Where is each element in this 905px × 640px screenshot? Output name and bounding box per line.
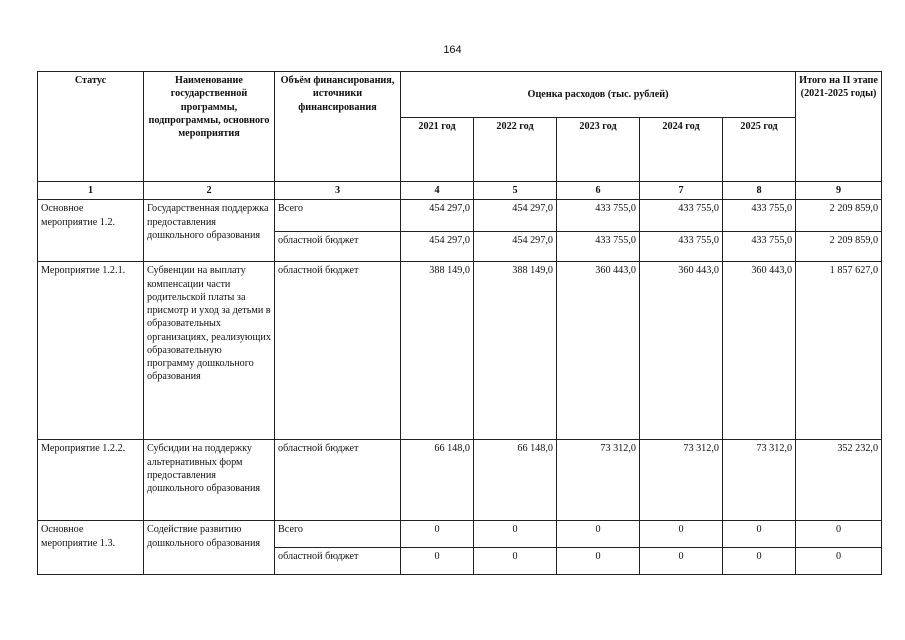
value-cell: 360 443,0 xyxy=(723,262,796,440)
column-number: 9 xyxy=(796,182,882,200)
status-cell: Мероприятие 1.2.1. xyxy=(38,262,144,440)
name-cell: Государственная поддержка предоставления дошкольного образования xyxy=(144,200,275,262)
status-cell: Основное мероприятие 1.3. xyxy=(38,521,144,575)
header-year: 2023 год xyxy=(557,118,640,182)
source-cell: Всего xyxy=(275,200,401,232)
value-cell: 360 443,0 xyxy=(640,262,723,440)
total-cell: 2 209 859,0 xyxy=(796,200,882,232)
value-cell: 73 312,0 xyxy=(640,440,723,521)
value-cell: 0 xyxy=(474,521,557,548)
column-number: 6 xyxy=(557,182,640,200)
total-cell: 352 232,0 xyxy=(796,440,882,521)
column-number: 7 xyxy=(640,182,723,200)
value-cell: 454 297,0 xyxy=(401,232,474,262)
value-cell: 0 xyxy=(474,548,557,575)
header-year: 2024 год xyxy=(640,118,723,182)
header-year: 2022 год xyxy=(474,118,557,182)
source-cell: областной бюджет xyxy=(275,440,401,521)
value-cell: 433 755,0 xyxy=(640,200,723,232)
total-cell: 0 xyxy=(796,548,882,575)
header-total: Итого на II этапе (2021-2025 годы) xyxy=(796,72,882,182)
name-cell: Содействие развитию дошкольного образования xyxy=(144,521,275,575)
value-cell: 0 xyxy=(557,521,640,548)
name-cell: Субсидии на поддержку альтернативных форм предоставления дошкольного образования xyxy=(144,440,275,521)
table-row xyxy=(38,521,882,548)
source-cell: Всего xyxy=(275,521,401,548)
source-cell: областной бюджет xyxy=(275,548,401,575)
status-cell: Основное мероприятие 1.2. xyxy=(38,200,144,262)
column-number: 3 xyxy=(275,182,401,200)
value-cell: 454 297,0 xyxy=(474,200,557,232)
value-cell: 0 xyxy=(723,548,796,575)
value-cell: 433 755,0 xyxy=(557,200,640,232)
table-row xyxy=(38,440,882,521)
value-cell: 66 148,0 xyxy=(401,440,474,521)
column-number: 5 xyxy=(474,182,557,200)
value-cell: 66 148,0 xyxy=(474,440,557,521)
name-cell: Субвенции на выплату компенсации части родительской платы за присмотр и уход за детьми в образовательных организациях, реализующих образовательную программу дошкольного образования xyxy=(144,262,275,440)
value-cell: 0 xyxy=(640,548,723,575)
value-cell: 433 755,0 xyxy=(723,232,796,262)
value-cell: 0 xyxy=(723,521,796,548)
column-number: 2 xyxy=(144,182,275,200)
header-year: 2025 год xyxy=(723,118,796,182)
header-name: Наименование государственной программы, подпрограммы, основного мероприятия xyxy=(144,72,275,182)
value-cell: 73 312,0 xyxy=(723,440,796,521)
value-cell: 0 xyxy=(401,548,474,575)
column-number: 1 xyxy=(38,182,144,200)
value-cell: 0 xyxy=(401,521,474,548)
header-year: 2021 год xyxy=(401,118,474,182)
header-volume: Объём финансирования, источники финансирования xyxy=(275,72,401,182)
source-cell: областной бюджет xyxy=(275,262,401,440)
value-cell: 360 443,0 xyxy=(557,262,640,440)
value-cell: 0 xyxy=(640,521,723,548)
value-cell: 388 149,0 xyxy=(474,262,557,440)
table-row xyxy=(38,262,882,440)
page-number: 164 xyxy=(443,44,462,56)
value-cell: 388 149,0 xyxy=(401,262,474,440)
value-cell: 73 312,0 xyxy=(557,440,640,521)
source-cell: областной бюджет xyxy=(275,232,401,262)
column-number: 8 xyxy=(723,182,796,200)
value-cell: 433 755,0 xyxy=(723,200,796,232)
total-cell: 2 209 859,0 xyxy=(796,232,882,262)
value-cell: 454 297,0 xyxy=(474,232,557,262)
total-cell: 0 xyxy=(796,521,882,548)
value-cell: 0 xyxy=(557,548,640,575)
value-cell: 454 297,0 xyxy=(401,200,474,232)
column-number-row xyxy=(38,182,882,200)
column-number: 4 xyxy=(401,182,474,200)
status-cell: Мероприятие 1.2.2. xyxy=(38,440,144,521)
value-cell: 433 755,0 xyxy=(557,232,640,262)
total-cell: 1 857 627,0 xyxy=(796,262,882,440)
header-estimate: Оценка расходов (тыс. рублей) xyxy=(401,72,796,118)
table-row xyxy=(38,200,882,232)
value-cell: 433 755,0 xyxy=(640,232,723,262)
header-status: Статус xyxy=(38,72,144,182)
budget-table xyxy=(37,71,882,575)
